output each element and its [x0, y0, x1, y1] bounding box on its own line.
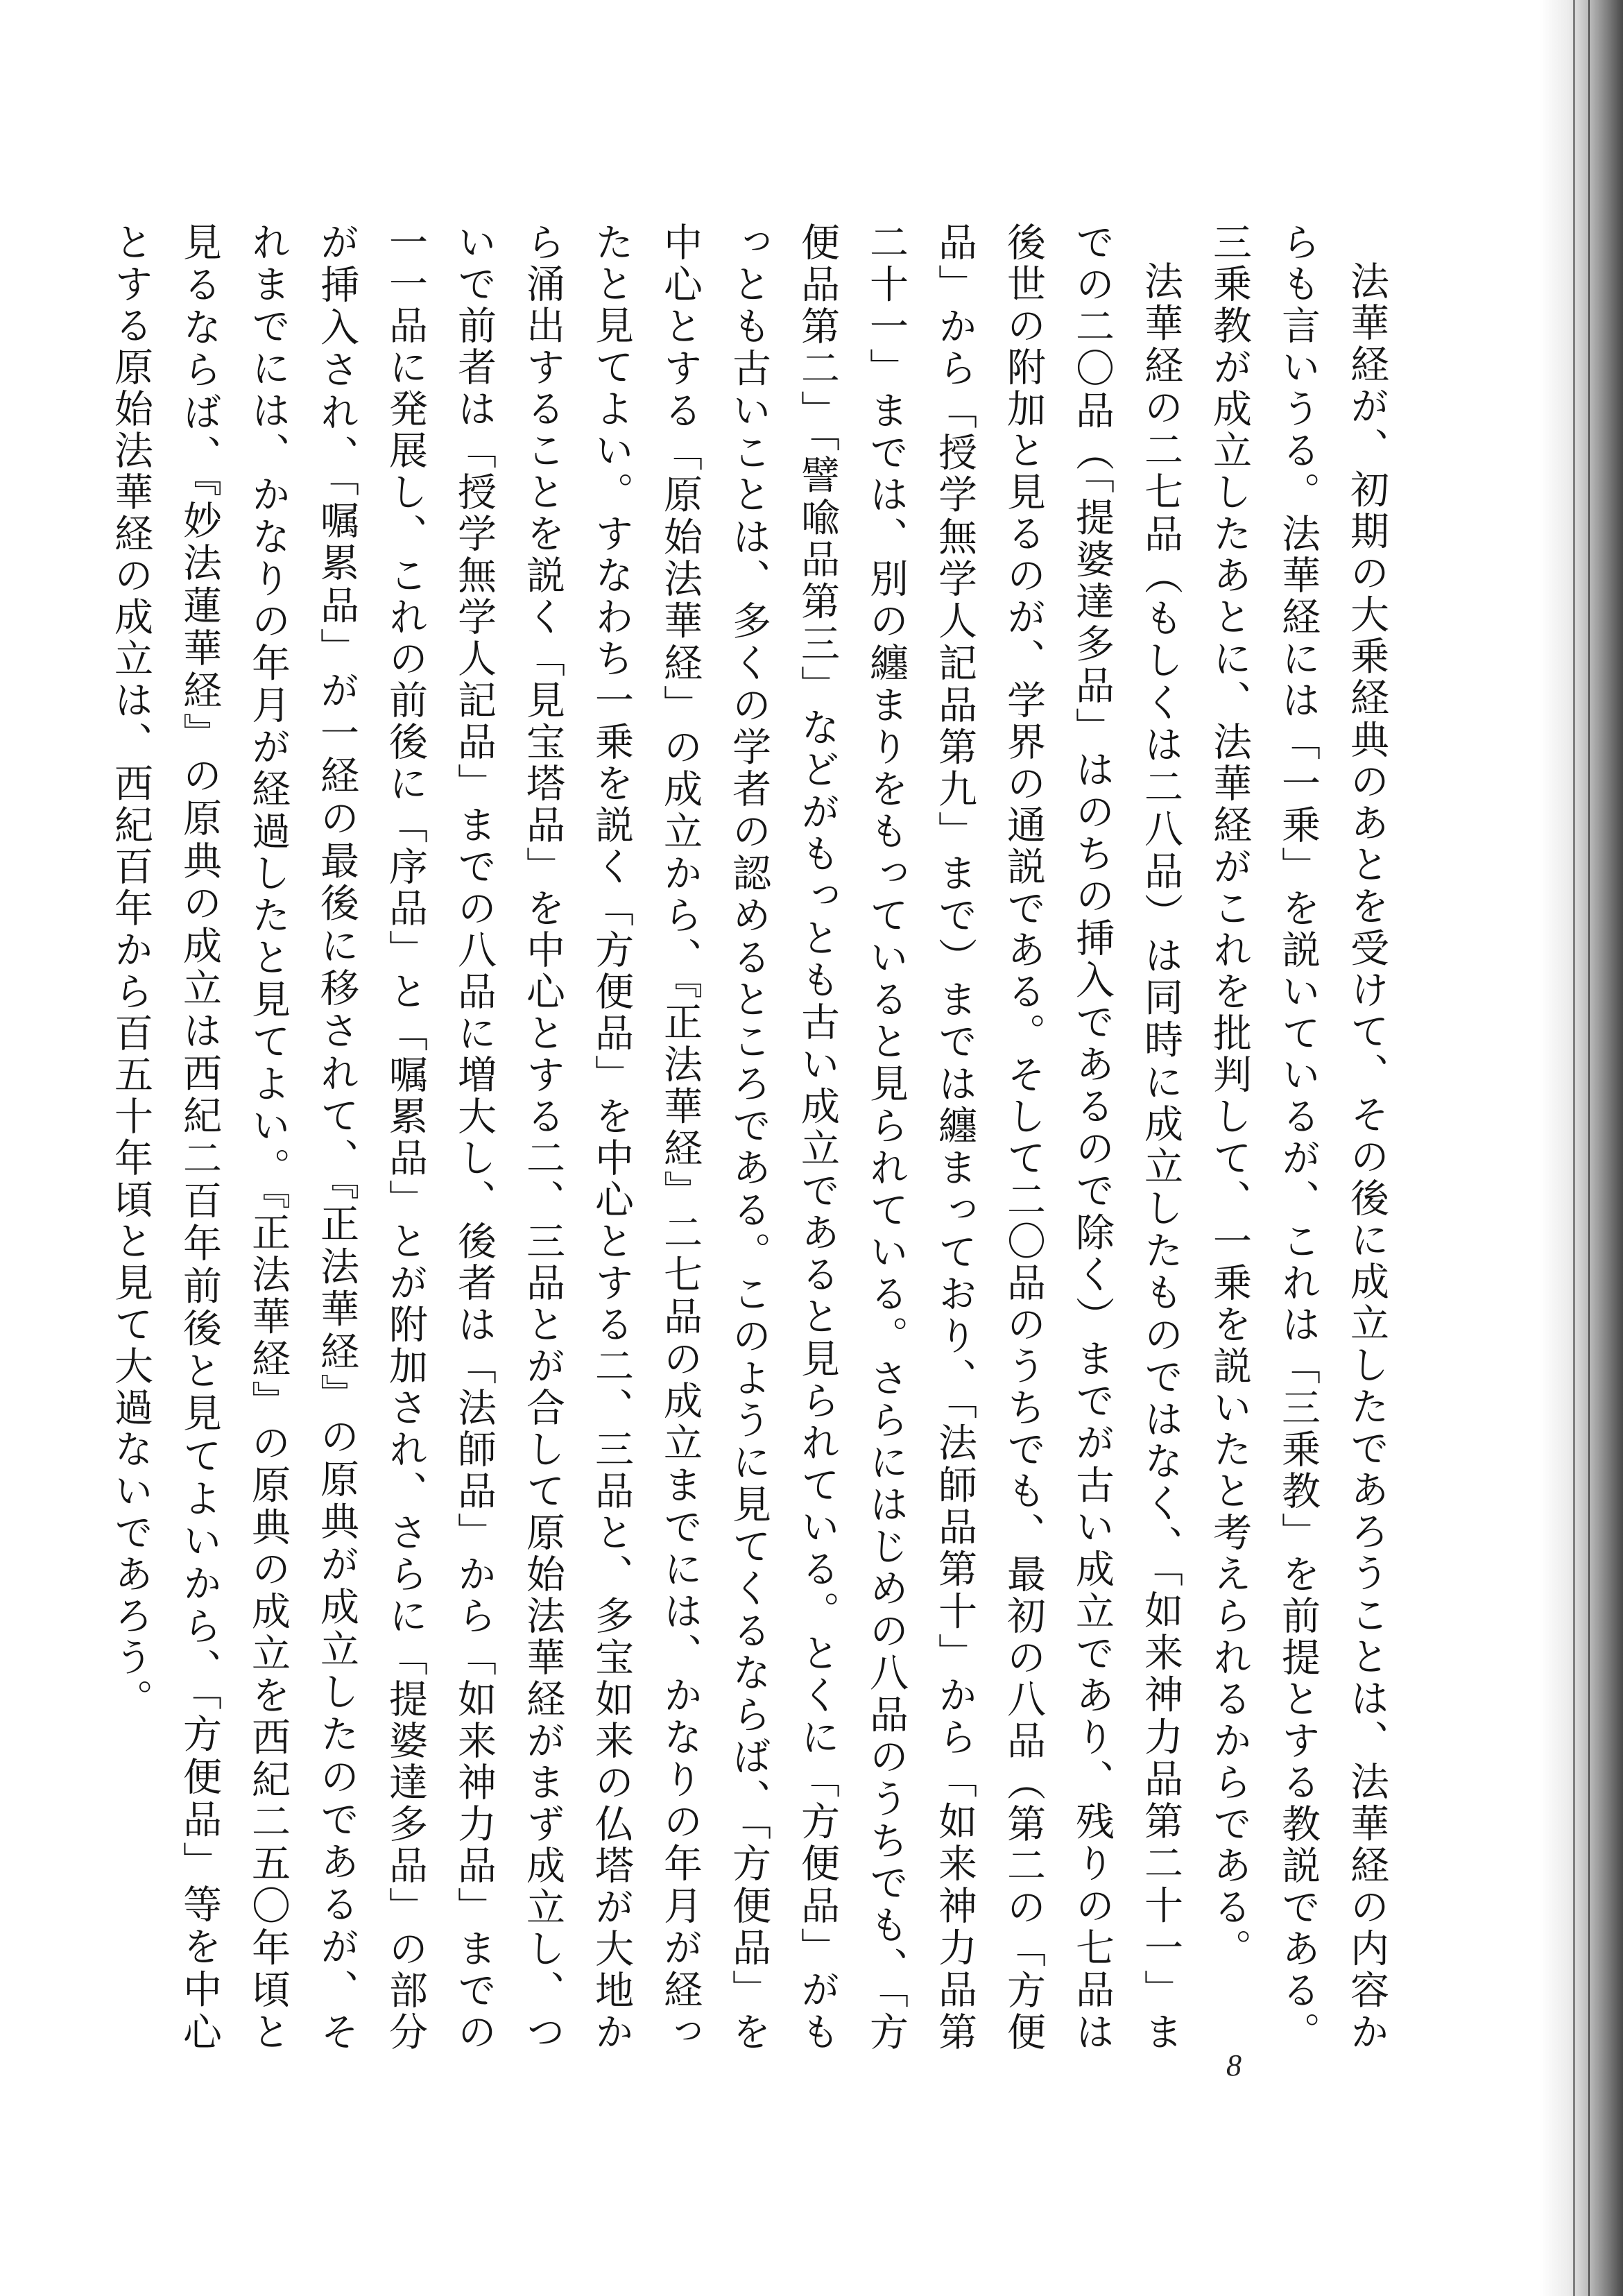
page-edge-shadow — [1540, 0, 1623, 2296]
paragraph-1: 法華経が、初期の大乗経典のあとを受けて、その後に成立したであろうことは、法華経の内容からも言いうる。法華経には「一乗」を説いているが、これは「三乗教」を前提とする教説である。三乗教が成立したあとに、法華経がこれを批判して、一乗を説いたと考えられるからである。 — [1207, 222, 1389, 2053]
paragraph-2: 法華経の二七品（もしくは二八品）は同時に成立したものではなく、「如来神力品第二十一」までの二〇品（「提婆達多品」はのちの挿入であるので除く）までが古い成立であり、残りの七品は後世の附加と見るのが、学界の通説である。そして二〇品のうちでも、最初の八品（第二の「方便品」から「授学無学人記品第九」まで）までは纏まっており、「法師品第十」から「如来神力品第二十一」までは、別の纏まりをもっていると見られている。さらにはじめの八品のうちでも、「方便品第二」「譬喩品第三」などがもっとも古い成立であると見られている。とくに「方便品」がもっとも古いことは、多くの学者の認めるところである。このように見てくるならば、「方便品」を中心とする「原始法華経」の成立から、『正法華経』二七品の成立までには、かなりの年月が経ったと見てよい。すなわち一乗を説く「方便品」を中心とする二、三品と、多宝如来の仏塔が大地から涌出することを説く「見宝塔品」を中心とする二、三品とが合して原始法華経がまず成立し、ついで前者は「授学無学人記品」までの八品に増大し、後者は「法師品」から「如来神力品」までの一一品に発展し、これの前後に「序品」と「嘱累品」とが附加され、さらに「提婆達多品」の部分が挿入され、「嘱累品」が一経の最後に移されて、『正法華経』の原典が成立したのであるが、それまでには、かなりの年月が経過したと見てよい。『正法華経』の原典の成立を西紀二五〇年頃と見るならば、『妙法蓮華経』の原典の成立は西紀二百年前後と見てよいから、「方便品」等を中心とする原始法華経の成立は、西紀百年から百五十年頃と見て大過ないであろう。 — [108, 222, 1183, 2054]
body-text — [96, 222, 1401, 2053]
page-number: 8 — [1226, 2048, 1242, 2082]
